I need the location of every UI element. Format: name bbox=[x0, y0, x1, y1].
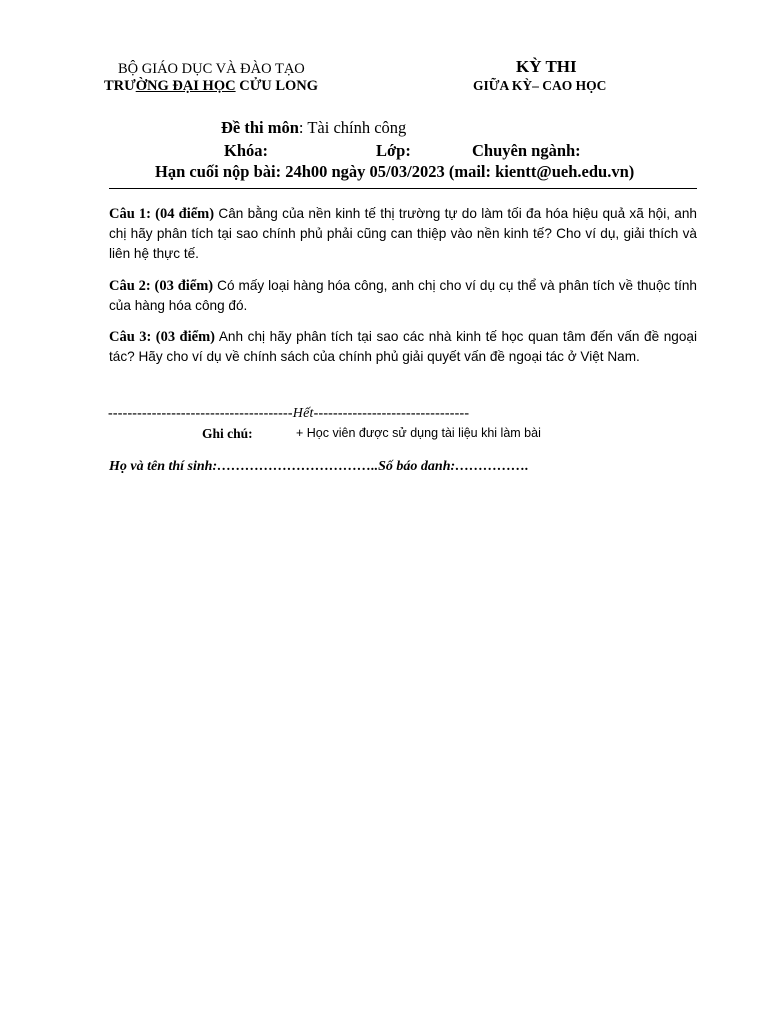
subject-line bbox=[221, 118, 406, 138]
university-name bbox=[104, 78, 318, 95]
ministry-name: BỘ GIÁO DỤC VÀ ĐÀO TẠO bbox=[118, 61, 305, 77]
candidate-info-line: Họ và tên thí sinh:……………………………..Số báo danh:……………. bbox=[109, 459, 529, 474]
question-3-text: Anh chị hãy phân tích tại sao các nhà kinh tế học quan tâm đến vấn đề ngoại tác? Hãy cho ví dụ về chính sách của chính phủ giải quyết vấn đề ngoại tác ở Việt Nam. bbox=[109, 329, 697, 364]
question-3 bbox=[109, 327, 697, 367]
deadline: Hạn cuối nộp bài: 24h00 ngày 05/03/2023 (mail: kientt@ueh.edu.vn) bbox=[155, 162, 635, 181]
question-1-label: Câu 1: (04 điểm) bbox=[109, 206, 215, 222]
end-dashes-left: -------------------------------------- bbox=[108, 406, 293, 421]
end-marker bbox=[108, 406, 469, 422]
question-2-label: Câu 2: (03 điểm) bbox=[109, 278, 214, 294]
class-label: Lớp: bbox=[376, 141, 411, 160]
question-2 bbox=[109, 276, 697, 316]
question-1 bbox=[109, 204, 697, 264]
exam-title: KỲ THI bbox=[516, 57, 577, 76]
exam-subtitle: GIỮA KỲ– CAO HỌC bbox=[473, 78, 607, 93]
end-word: Hết bbox=[292, 406, 314, 421]
university-underlined: ỜNG ĐẠI HỌC bbox=[135, 78, 236, 94]
subject-value: : Tài chính công bbox=[298, 118, 407, 137]
subject-label: Đề thi môn bbox=[221, 118, 299, 137]
question-1-text: Cân bằng của nền kinh tế thị trường tự do làm tối đa hóa hiệu quả xã hội, anh chị hãy phân tích tại sao chính phủ phải cũng can thiệp vào nền kinh tế? Cho ví dụ, giải thích và liên hệ thực tế. bbox=[109, 206, 697, 261]
university-prefix: TRƯ bbox=[104, 78, 136, 94]
question-2-text: Có mấy loại hàng hóa công, anh chị cho ví dụ cụ thể và phân tích về thuộc tính của hàng hóa công đó. bbox=[109, 278, 697, 313]
note-text: + Học viên được sử dụng tài liệu khi làm bài bbox=[296, 426, 541, 440]
end-dashes-right: -------------------------------- bbox=[313, 406, 470, 421]
question-3-label: Câu 3: (03 điểm) bbox=[109, 329, 215, 345]
course-label: Khóa: bbox=[224, 141, 269, 160]
header-divider bbox=[109, 188, 697, 189]
university-suffix: CỬU LONG bbox=[235, 78, 319, 94]
major-label: Chuyên ngành: bbox=[472, 141, 581, 160]
note-label: Ghi chú: bbox=[202, 426, 253, 441]
